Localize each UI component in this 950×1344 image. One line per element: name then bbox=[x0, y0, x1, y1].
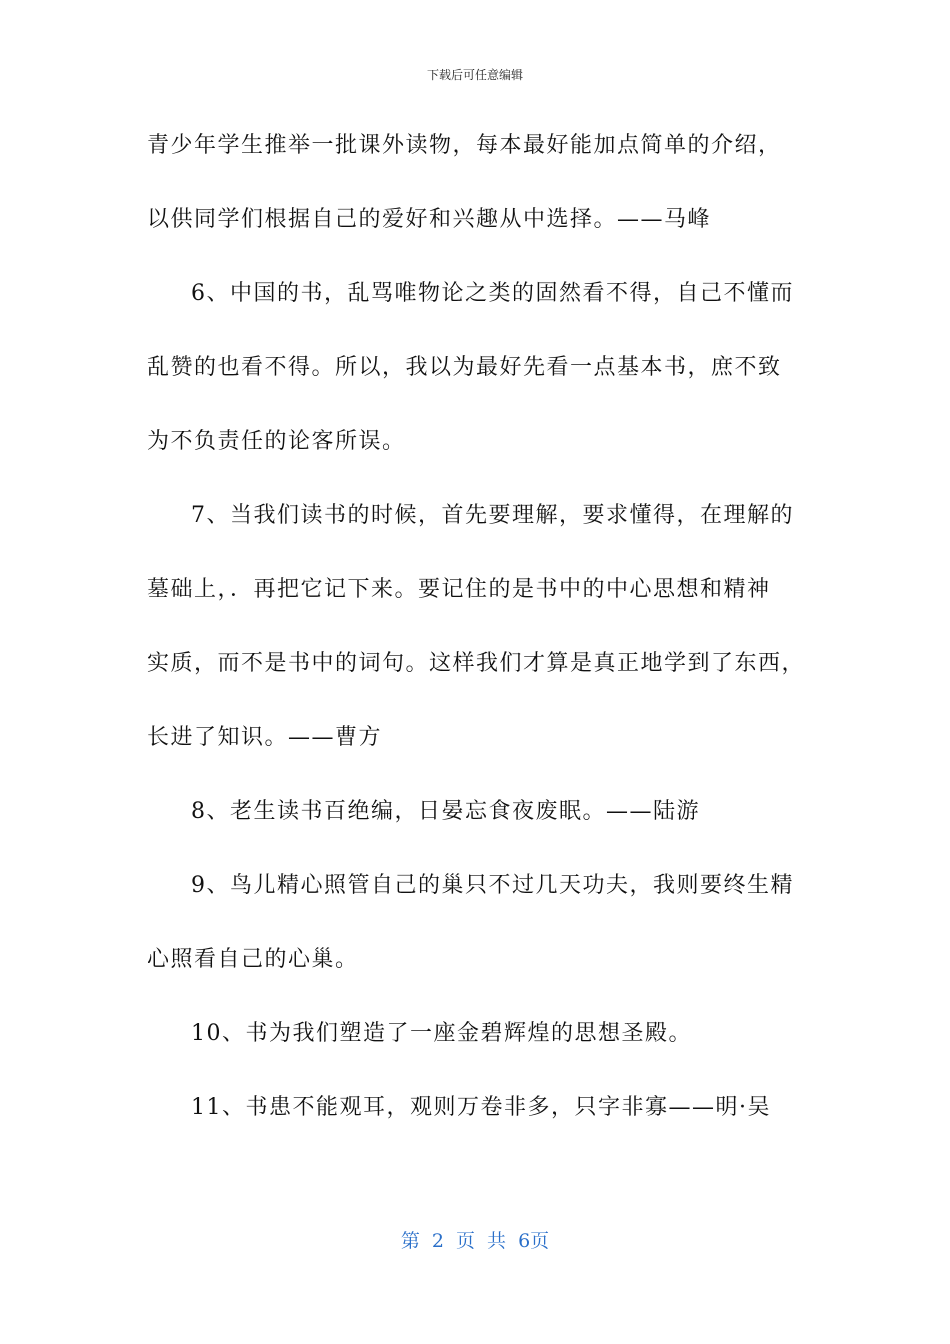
text-line: 心照看自己的心巢。 bbox=[147, 947, 359, 972]
text-line: 9、鸟儿精心照管自己的巢只不过几天功夫，我则要终生精 bbox=[191, 873, 794, 898]
text-line: 以供同学们根据自己的爱好和兴趣从中选择。——马峰 bbox=[147, 207, 712, 232]
text-line: 6、中国的书，乱骂唯物论之类的固然看不得，自己不懂而 bbox=[191, 281, 794, 306]
text-line: 青少年学生推举一批课外读物，每本最好能加点简单的介绍， bbox=[147, 133, 782, 158]
text-line: 为不负责任的论客所误。 bbox=[147, 429, 406, 454]
text-line: 7、当我们读书的时候，首先要理解，要求懂得，在理解的 bbox=[191, 503, 794, 528]
page-header: 下载后可任意编辑 bbox=[426, 68, 523, 82]
document-body bbox=[147, 128, 807, 1164]
page-number-footer: 第 2 页 共 6页 bbox=[400, 1230, 550, 1252]
text-line: 10、书为我们塑造了一座金碧辉煌的思想圣殿。 bbox=[191, 1021, 692, 1046]
text-line: 实质，而不是书中的词句。这样我们才算是真正地学到了东西， bbox=[147, 651, 806, 676]
text-line: 乱赞的也看不得。所以，我以为最好先看一点基本书，庶不致 bbox=[147, 355, 782, 380]
text-line: 长进了知识。——曹方 bbox=[147, 725, 383, 750]
text-line: 11、书患不能观耳，观则万卷非多，只字非寡——明·吴 bbox=[191, 1095, 771, 1120]
text-line: 8、老生读书百绝编，日晏忘食夜废眠。——陆游 bbox=[191, 799, 700, 824]
text-line: 墓础上，．再把它记下来。要记住的是书中的中心思想和精神 bbox=[147, 577, 771, 602]
